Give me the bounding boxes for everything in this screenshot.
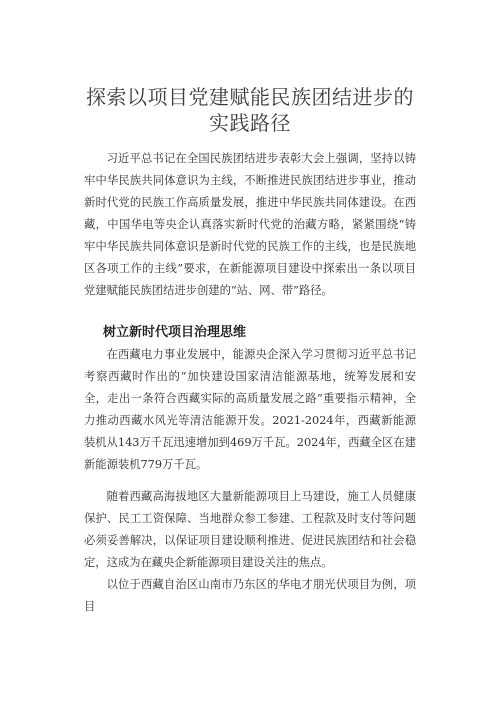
body-paragraph-1: 习近平总书记在全国民族团结进步表彰大会上强调，坚持以铸牢中华民族共同体意识为主线，不断推进民族团结进步事业，推动新时代党的民族工作高质量发展，推进中华民族共同体建设。在西藏，中国华电等央企认真落实新时代党的治藏方略，紧紧围绕“铸牢中华民族共同体意识是新时代党的民族工作的主线，也是民族地区各项工作的主线”要求，在新能源项目建设中探索出一条以项目党建赋能民族团结进步创建的“站、网、带”路径。 (84, 152, 416, 297)
body-paragraph-4: 以位于西藏自治区山南市乃东区的华电才朋光伏项目为例，项目 (84, 578, 416, 613)
body-paragraph-2: 在西藏电力事业发展中，能源央企深入学习贯彻习近平总书记考察西藏时作出的“加快建设国家清洁能源基地，统筹发展和安全，走出一条符合西藏实际的高质量发展之路”重要指示精神，全力推动西藏水风光等清洁能源开发。2021-2024年，西藏新能源装机从143万千瓦迅速增加到469万千瓦。2024年，西藏全区在建新能源装机779万千瓦。 (84, 348, 416, 471)
title-line-1: 探索以项目党建赋能民族团结进步的 (86, 85, 414, 109)
section-heading: 树立新时代项目治理思维 (103, 325, 247, 340)
body-paragraph-3: 随着西藏高海拔地区大量新能源项目上马建设，施工人员健康保护、民工工资保障、当地群众参工参建、工程款及时支付等问题必须妥善解决，以保证项目建设顺利推进、促进民族团结和社会稳定，这成为在藏央企新能源项目建设关注的焦点。 (84, 490, 416, 569)
document-title (40, 84, 460, 136)
title-line-2: 实践路径 (209, 111, 291, 135)
